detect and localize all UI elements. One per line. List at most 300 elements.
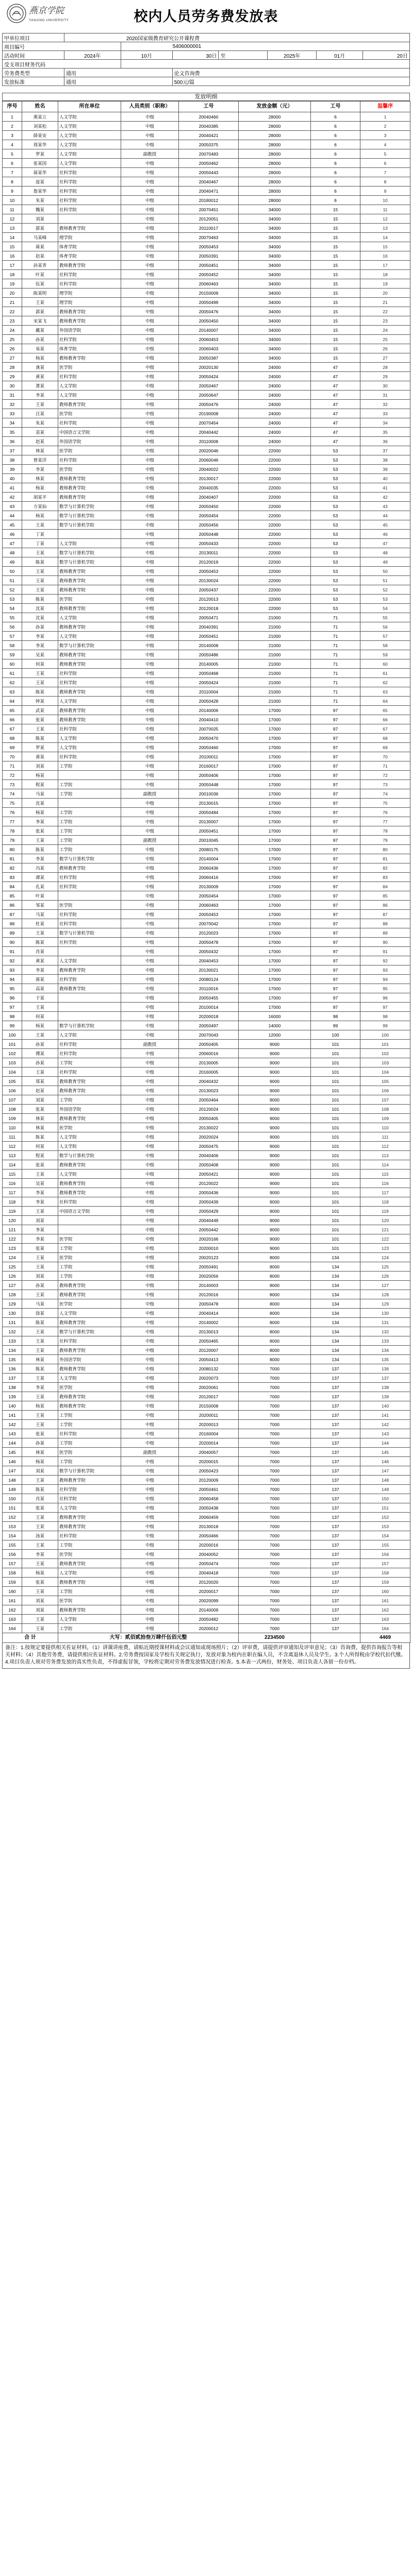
row-amount: 7000 bbox=[239, 1401, 311, 1411]
row-amount: 34000 bbox=[239, 242, 311, 251]
row-amount: 24000 bbox=[239, 409, 311, 418]
row-order: 154 bbox=[360, 1531, 410, 1540]
table-row bbox=[3, 1123, 410, 1132]
row-order: 90 bbox=[360, 938, 410, 947]
table-row bbox=[3, 604, 410, 613]
row-staff-id: 20120018 bbox=[179, 604, 239, 613]
row-rank: 97 bbox=[311, 789, 360, 799]
row-name: 王某 bbox=[22, 1374, 58, 1383]
table-row bbox=[3, 1522, 410, 1531]
row-staff-id: 20130007 bbox=[179, 817, 239, 826]
row-amount: 24000 bbox=[239, 363, 311, 372]
row-name: 王某 bbox=[22, 298, 58, 307]
std-value-1: 通用 bbox=[64, 77, 172, 86]
row-rank: 137 bbox=[311, 1383, 360, 1392]
row-index: 99 bbox=[3, 1021, 22, 1030]
row-rank: 134 bbox=[311, 1272, 360, 1281]
row-order: 24 bbox=[360, 326, 410, 335]
row-rank: 6 bbox=[311, 122, 360, 131]
row-staff-id: 20050484 bbox=[179, 808, 239, 817]
row-name: 王某 bbox=[22, 1290, 58, 1299]
row-order: 21 bbox=[360, 298, 410, 307]
row-rank: 101 bbox=[311, 1132, 360, 1142]
row-name: 易某 bbox=[22, 344, 58, 353]
row-category: 中级 bbox=[121, 363, 179, 372]
row-rank: 97 bbox=[311, 928, 360, 938]
table-row bbox=[3, 576, 410, 585]
row-index: 85 bbox=[3, 891, 22, 901]
row-unit bbox=[58, 947, 121, 956]
table-row bbox=[3, 196, 410, 205]
row-rank: 6 bbox=[311, 131, 360, 140]
row-unit: 人文学院 bbox=[58, 1374, 121, 1383]
row-unit: 人文学院 bbox=[58, 381, 121, 391]
row-amount: 34000 bbox=[239, 261, 311, 270]
row-index: 153 bbox=[3, 1522, 22, 1531]
row-index: 101 bbox=[3, 1040, 22, 1049]
row-name: 叶某 bbox=[22, 891, 58, 901]
row-order: 146 bbox=[360, 1457, 410, 1466]
row-name: 张某 bbox=[22, 715, 58, 724]
row-staff-id: 20150009 bbox=[179, 289, 239, 298]
table-row bbox=[3, 993, 410, 1003]
row-amount: 22000 bbox=[239, 595, 311, 604]
row-index: 36 bbox=[3, 437, 22, 446]
row-category: 中级 bbox=[121, 1123, 179, 1132]
row-staff-id: 20050423 bbox=[179, 1466, 239, 1476]
row-name: 马某 bbox=[22, 789, 58, 799]
row-rank: 47 bbox=[311, 409, 360, 418]
row-category: 中级 bbox=[121, 1234, 179, 1244]
row-name: 王某 bbox=[22, 1559, 58, 1568]
row-category: 中级 bbox=[121, 956, 179, 965]
dept-label: 受支项目财务代码 bbox=[3, 60, 121, 69]
row-index: 155 bbox=[3, 1540, 22, 1550]
row-amount: 21000 bbox=[239, 641, 311, 650]
row-unit: 人文学院 bbox=[58, 613, 121, 622]
row-index: 73 bbox=[3, 780, 22, 789]
row-rank: 98 bbox=[311, 1012, 360, 1021]
row-staff-id: 20130005 bbox=[179, 1058, 239, 1067]
row-order: 16 bbox=[360, 251, 410, 261]
row-rank: 137 bbox=[311, 1438, 360, 1448]
row-name: 林某 bbox=[22, 1448, 58, 1457]
row-rank: 71 bbox=[311, 659, 360, 669]
row-index: 53 bbox=[3, 595, 22, 604]
row-category: 中级 bbox=[121, 1003, 179, 1012]
row-staff-id: 20040432 bbox=[179, 1077, 239, 1086]
row-unit: 教师教育学院 bbox=[58, 400, 121, 409]
row-index: 109 bbox=[3, 1114, 22, 1123]
row-order: 25 bbox=[360, 335, 410, 344]
row-category: 中级 bbox=[121, 548, 179, 557]
row-order: 42 bbox=[360, 493, 410, 502]
row-amount: 34000 bbox=[239, 224, 311, 233]
row-rank: 15 bbox=[311, 344, 360, 353]
row-unit: 数学与计算机学院 bbox=[58, 641, 121, 650]
row-rank: 53 bbox=[311, 474, 360, 483]
row-unit: 医学院 bbox=[58, 363, 121, 372]
row-staff-id: 20050436 bbox=[179, 1188, 239, 1197]
row-category: 中级 bbox=[121, 400, 179, 409]
table-row bbox=[3, 678, 410, 687]
row-amount: 17000 bbox=[239, 817, 311, 826]
row-order: 27 bbox=[360, 353, 410, 363]
table-row bbox=[3, 780, 410, 789]
row-staff-id: 20050474 bbox=[179, 1559, 239, 1568]
row-staff-id: 20040460 bbox=[179, 112, 239, 122]
row-index: 21 bbox=[3, 298, 22, 307]
row-amount: 17000 bbox=[239, 734, 311, 743]
row-amount: 17000 bbox=[239, 771, 311, 780]
col-order: 温馨序 bbox=[360, 101, 410, 112]
row-order: 155 bbox=[360, 1540, 410, 1550]
row-staff-id: 20050451 bbox=[179, 632, 239, 641]
row-name: 刘某 bbox=[22, 214, 58, 224]
row-amount: 9000 bbox=[239, 1179, 311, 1188]
row-index: 117 bbox=[3, 1188, 22, 1197]
row-order: 53 bbox=[360, 595, 410, 604]
row-category: 中级 bbox=[121, 863, 179, 873]
row-name: 谭某 bbox=[22, 873, 58, 882]
row-order: 113 bbox=[360, 1151, 410, 1160]
table-row bbox=[3, 1615, 410, 1624]
row-amount: 21000 bbox=[239, 632, 311, 641]
row-staff-id: 20040410 bbox=[179, 715, 239, 724]
header bbox=[0, 0, 412, 33]
row-name: 曾某洋 bbox=[22, 455, 58, 465]
row-index: 80 bbox=[3, 845, 22, 854]
row-rank: 15 bbox=[311, 233, 360, 242]
row-amount: 9000 bbox=[239, 1095, 311, 1105]
row-category: 中级 bbox=[121, 437, 179, 446]
row-index: 100 bbox=[3, 1030, 22, 1040]
row-unit: 工学院 bbox=[58, 1438, 121, 1448]
row-staff-id: 20140003 bbox=[179, 1281, 239, 1290]
row-amount: 17000 bbox=[239, 965, 311, 975]
row-rank: 97 bbox=[311, 799, 360, 808]
row-unit: 医学院 bbox=[58, 1234, 121, 1244]
row-amount: 8000 bbox=[239, 1290, 311, 1299]
table-row bbox=[3, 437, 410, 446]
row-index: 5 bbox=[3, 149, 22, 159]
row-staff-id: 20120019 bbox=[179, 557, 239, 567]
project-value: 2020国家级教育研究公开课程费 bbox=[64, 33, 409, 42]
payment-table bbox=[2, 101, 410, 1643]
row-rank: 6 bbox=[311, 177, 360, 187]
row-unit bbox=[58, 1012, 121, 1021]
row-index: 121 bbox=[3, 1225, 22, 1234]
row-unit: 教师教育学院 bbox=[58, 307, 121, 316]
row-rank: 97 bbox=[311, 993, 360, 1003]
row-unit: 数学与计算机学院 bbox=[58, 1466, 121, 1476]
row-category: 中级 bbox=[121, 177, 179, 187]
row-order: 6 bbox=[360, 159, 410, 168]
table-row bbox=[3, 1624, 410, 1633]
row-unit: 教师教育学院 bbox=[58, 1188, 121, 1197]
table-row bbox=[3, 669, 410, 678]
row-unit: 教师教育学院 bbox=[58, 604, 121, 613]
row-amount: 8000 bbox=[239, 1318, 311, 1327]
row-order: 33 bbox=[360, 409, 410, 418]
row-staff-id: 20190008 bbox=[179, 409, 239, 418]
row-category: 中级 bbox=[121, 1142, 179, 1151]
row-category: 中级 bbox=[121, 567, 179, 576]
row-index: 142 bbox=[3, 1420, 22, 1429]
row-rank: 97 bbox=[311, 836, 360, 845]
row-order: 72 bbox=[360, 771, 410, 780]
row-staff-id: 20050647 bbox=[179, 391, 239, 400]
row-index: 17 bbox=[3, 261, 22, 270]
row-order: 12 bbox=[360, 214, 410, 224]
col-index: 序号 bbox=[3, 101, 22, 112]
row-index: 42 bbox=[3, 493, 22, 502]
row-name: 王某 bbox=[22, 1540, 58, 1550]
row-order: 94 bbox=[360, 975, 410, 984]
row-staff-id: 20200012 bbox=[179, 1624, 239, 1633]
row-category: 中级 bbox=[121, 734, 179, 743]
row-order: 104 bbox=[360, 1067, 410, 1077]
row-order: 57 bbox=[360, 632, 410, 641]
row-staff-id: 20050453 bbox=[179, 910, 239, 919]
row-name: 林某 bbox=[22, 1114, 58, 1123]
row-order: 22 bbox=[360, 307, 410, 316]
row-category: 中级 bbox=[121, 1568, 179, 1578]
table-row bbox=[3, 372, 410, 381]
row-order: 133 bbox=[360, 1336, 410, 1346]
row-staff-id: 20050471 bbox=[179, 613, 239, 622]
row-index: 111 bbox=[3, 1132, 22, 1142]
row-name: 王某 bbox=[22, 1030, 58, 1040]
row-name: 陈某 bbox=[22, 1364, 58, 1374]
row-unit: 工学院 bbox=[58, 826, 121, 836]
row-name: 傅某 bbox=[22, 1049, 58, 1058]
row-amount: 17000 bbox=[239, 789, 311, 799]
row-category: 中级 bbox=[121, 1494, 179, 1503]
row-name: 程某 bbox=[22, 1151, 58, 1160]
row-staff-id: 20050406 bbox=[179, 771, 239, 780]
row-unit: 教师教育学院 bbox=[58, 483, 121, 493]
row-category: 中级 bbox=[121, 613, 179, 622]
row-name: 何某 bbox=[22, 659, 58, 669]
table-row bbox=[3, 1170, 410, 1179]
table-row bbox=[3, 539, 410, 548]
row-name: 李某 bbox=[22, 641, 58, 650]
row-staff-id: 20050428 bbox=[179, 697, 239, 706]
info-table bbox=[2, 33, 410, 86]
row-category: 中级 bbox=[121, 483, 179, 493]
row-index: 129 bbox=[3, 1299, 22, 1309]
row-unit: 医学院 bbox=[58, 1253, 121, 1262]
row-name: 萧某 bbox=[22, 381, 58, 391]
table-row bbox=[3, 493, 410, 502]
row-category: 中级 bbox=[121, 873, 179, 882]
row-category: 中级 bbox=[121, 214, 179, 224]
row-name: 孙某 bbox=[22, 1040, 58, 1049]
row-unit: 教师教育学院 bbox=[58, 1513, 121, 1522]
row-unit: 医学院 bbox=[58, 901, 121, 910]
row-amount: 22000 bbox=[239, 548, 311, 557]
row-category: 中级 bbox=[121, 1605, 179, 1615]
row-order: 43 bbox=[360, 502, 410, 511]
row-unit: 数学与计算机学院 bbox=[58, 854, 121, 863]
total-label: 合 计 bbox=[3, 1633, 58, 1643]
row-category: 中级 bbox=[121, 901, 179, 910]
row-order: 143 bbox=[360, 1429, 410, 1438]
table-row bbox=[3, 1596, 410, 1605]
row-unit: 教师教育学院 bbox=[58, 1401, 121, 1411]
row-amount: 21000 bbox=[239, 622, 311, 632]
row-category: 中级 bbox=[121, 381, 179, 391]
row-rank: 137 bbox=[311, 1522, 360, 1531]
row-category: 中级 bbox=[121, 595, 179, 604]
row-amount: 34000 bbox=[239, 353, 311, 363]
row-rank: 71 bbox=[311, 622, 360, 632]
row-order: 29 bbox=[360, 372, 410, 381]
row-index: 114 bbox=[3, 1160, 22, 1170]
row-unit: 医学院 bbox=[58, 595, 121, 604]
row-category: 中级 bbox=[121, 1197, 179, 1207]
table-row bbox=[3, 650, 410, 659]
row-staff-id: 20130015 bbox=[179, 799, 239, 808]
row-staff-id: 20050424 bbox=[179, 678, 239, 687]
total-row bbox=[3, 1633, 410, 1643]
row-staff-id: 20050450 bbox=[179, 502, 239, 511]
row-name: 王某 bbox=[22, 836, 58, 845]
row-rank: 15 bbox=[311, 214, 360, 224]
row-category: 中级 bbox=[121, 1318, 179, 1327]
row-rank: 15 bbox=[311, 298, 360, 307]
table-row bbox=[3, 1327, 410, 1336]
row-unit bbox=[58, 799, 121, 808]
table-row bbox=[3, 715, 410, 724]
row-order: 157 bbox=[360, 1559, 410, 1568]
row-name: 杨某 bbox=[22, 483, 58, 493]
row-category: 中级 bbox=[121, 326, 179, 335]
row-rank: 137 bbox=[311, 1540, 360, 1550]
row-order: 58 bbox=[360, 641, 410, 650]
row-rank: 137 bbox=[311, 1559, 360, 1568]
row-rank: 137 bbox=[311, 1615, 360, 1624]
row-name: 杨某 bbox=[22, 808, 58, 817]
row-name: 魏某 bbox=[22, 205, 58, 214]
row-staff-id: 20130009 bbox=[179, 882, 239, 891]
row-name: 赵某 bbox=[22, 437, 58, 446]
row-staff-id: 20040449 bbox=[179, 1216, 239, 1225]
row-unit: 外国语学院 bbox=[58, 1105, 121, 1114]
row-unit: 体育学院 bbox=[58, 242, 121, 251]
row-name: 汤某 bbox=[22, 1531, 58, 1540]
row-category: 中级 bbox=[121, 1364, 179, 1374]
row-name: 李某 bbox=[22, 1188, 58, 1197]
row-rank: 137 bbox=[311, 1476, 360, 1485]
row-unit: 工学院 bbox=[58, 1262, 121, 1272]
row-unit: 教师教育学院 bbox=[58, 1281, 121, 1290]
table-row bbox=[3, 706, 410, 715]
row-category: 中级 bbox=[121, 1086, 179, 1095]
row-amount: 28000 bbox=[239, 149, 311, 159]
row-order: 152 bbox=[360, 1513, 410, 1522]
row-name: 王某 bbox=[22, 1207, 58, 1216]
row-category: 中级 bbox=[121, 715, 179, 724]
row-unit: 人文学院 bbox=[58, 1615, 121, 1624]
row-index: 32 bbox=[3, 400, 22, 409]
row-category: 中级 bbox=[121, 1540, 179, 1550]
row-order: 37 bbox=[360, 446, 410, 455]
row-index: 67 bbox=[3, 724, 22, 734]
row-unit: 体育学院 bbox=[58, 251, 121, 261]
row-amount: 28000 bbox=[239, 112, 311, 122]
table-row bbox=[3, 901, 410, 910]
row-order: 86 bbox=[360, 901, 410, 910]
row-category: 中级 bbox=[121, 1290, 179, 1299]
row-order: 130 bbox=[360, 1309, 410, 1318]
row-amount: 7000 bbox=[239, 1457, 311, 1466]
row-staff-id: 20050476 bbox=[179, 307, 239, 316]
row-staff-id: 20060016 bbox=[179, 1049, 239, 1058]
row-staff-id: 20050438 bbox=[179, 1503, 239, 1513]
row-amount: 17000 bbox=[239, 919, 311, 928]
row-amount: 34000 bbox=[239, 298, 311, 307]
table-row bbox=[3, 279, 410, 289]
row-staff-id: 20050460 bbox=[179, 743, 239, 752]
row-unit: 社科学院 bbox=[58, 168, 121, 177]
row-category: 中级 bbox=[121, 1309, 179, 1318]
row-rank: 137 bbox=[311, 1578, 360, 1587]
row-index: 144 bbox=[3, 1438, 22, 1448]
row-staff-id: 20060463 bbox=[179, 901, 239, 910]
table-row bbox=[3, 557, 410, 567]
row-name: 刘某 bbox=[22, 1216, 58, 1225]
row-staff-id: 20050462 bbox=[179, 159, 239, 168]
row-staff-id: 20050468 bbox=[179, 669, 239, 678]
row-staff-id: 20040418 bbox=[179, 1568, 239, 1578]
row-index: 44 bbox=[3, 511, 22, 520]
row-unit: 人文学院 bbox=[58, 1030, 121, 1040]
row-staff-id: 20020166 bbox=[179, 1234, 239, 1244]
row-unit: 社科学院 bbox=[58, 873, 121, 882]
row-amount: 34000 bbox=[239, 335, 311, 344]
row-name: 王某 bbox=[22, 678, 58, 687]
row-staff-id: 20140009 bbox=[179, 1605, 239, 1615]
row-unit bbox=[58, 771, 121, 780]
row-index: 12 bbox=[3, 214, 22, 224]
row-rank: 15 bbox=[311, 353, 360, 363]
row-order: 92 bbox=[360, 956, 410, 965]
row-staff-id: 20070454 bbox=[179, 418, 239, 428]
table-row bbox=[3, 761, 410, 771]
row-order: 34 bbox=[360, 418, 410, 428]
total-blank bbox=[311, 1633, 360, 1643]
row-index: 145 bbox=[3, 1448, 22, 1457]
col-rank: 工号 bbox=[311, 101, 360, 112]
row-category: 中级 bbox=[121, 1021, 179, 1030]
row-index: 128 bbox=[3, 1290, 22, 1299]
row-order: 122 bbox=[360, 1234, 410, 1244]
row-category: 中级 bbox=[121, 641, 179, 650]
row-order: 51 bbox=[360, 576, 410, 585]
col-name: 姓名 bbox=[22, 101, 58, 112]
row-rank: 97 bbox=[311, 752, 360, 761]
row-index: 76 bbox=[3, 808, 22, 817]
row-rank: 97 bbox=[311, 734, 360, 743]
row-category: 副教授 bbox=[121, 836, 179, 845]
row-index: 69 bbox=[3, 743, 22, 752]
row-category: 中级 bbox=[121, 1587, 179, 1596]
row-rank: 71 bbox=[311, 697, 360, 706]
row-order: 150 bbox=[360, 1494, 410, 1503]
row-order: 60 bbox=[360, 659, 410, 669]
